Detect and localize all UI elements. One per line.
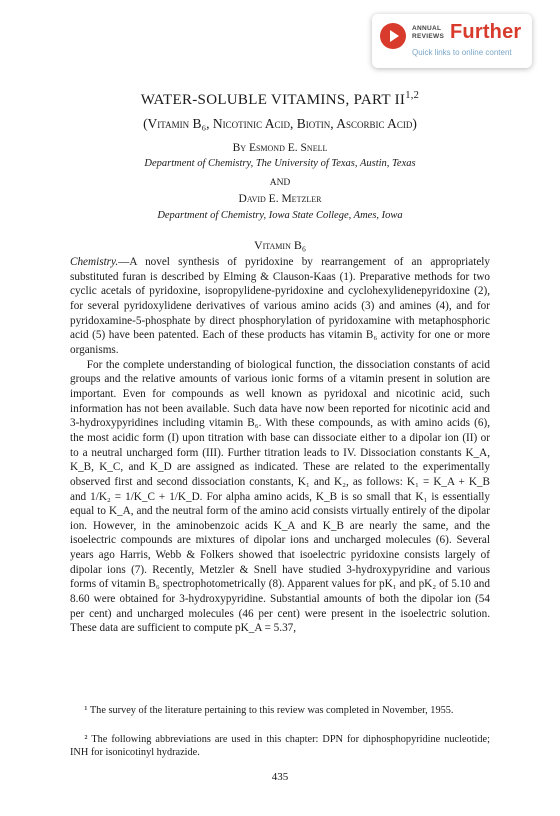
badge-brand-line2: REVIEWS (412, 32, 445, 40)
paragraph-1 (70, 255, 490, 358)
paragraph-1-lead: Chemistry. (70, 256, 119, 268)
section-heading: Vitamin B₆ (253, 238, 307, 252)
footnote-2: ² The following abbreviations are used in this chapter: DPN for diphosphopyridine nucleotide; INH for isonicotinyl hydrazide. (70, 734, 490, 758)
article-title-text: WATER-SOLUBLE VITAMINS, PART II (140, 92, 406, 108)
title-footnote-marks: 1,2 (405, 90, 420, 101)
annual-reviews-logo-icon (380, 23, 406, 49)
badge-brand-line1: ANNUAL (412, 25, 442, 32)
article-subtitle: (Vitamin B₆, Nicotinic Acid, Biotin, Ascorbic Acid) (143, 116, 417, 131)
page-number: 435 (271, 771, 289, 783)
article-body (70, 255, 490, 636)
badge-subtitle: Quick links to online content (412, 48, 512, 57)
author-1: By Esmond E. Snell (232, 142, 328, 154)
badge-further-label[interactable]: Further (450, 21, 522, 43)
further-badge[interactable] (372, 14, 532, 68)
badge-brand (412, 25, 444, 40)
author-2: David E. Metzler (238, 193, 322, 205)
affiliation-2: Department of Chemistry, Iowa State College, Ames, Iowa (157, 210, 403, 221)
footnote-1: ¹ The survey of the literature pertaining to this review was completed in November, 1955. (84, 705, 454, 716)
article-title (0, 90, 560, 109)
paragraph-1-text: —A novel synthesis of pyridoxine by rearrangement of an appropriately substituted furan is described by Elming & Clauson-Kaas (1). Preparative methods for two cyclic acetals of pyridoxine, isopropylidene-pyridoxine and cyclohexylidenepyridoxine (2), for several pyridoxylidene derivatives of various amino acids (3) and amines (4), and for pyridoxamine-5-phosphate by direct phosphorylation of pyridoxamine with metaphosphoric acid (5) have been patented. Each of these products has vitamin B₆ activity for one or more organisms. (70, 256, 490, 356)
and-separator: AND (269, 178, 291, 188)
affiliation-1: Department of Chemistry, The University of Texas, Austin, Texas (144, 158, 416, 169)
paragraph-2: For the complete understanding of biological function, the dissociation constants of acid groups and the relative amounts of various ionic forms of a vitamin present in solution are important. Even for compounds as well known as pyridoxal and nicotinic acid, such information has not been available. Such data have now been reported for nicotinic acid and 3-hydroxypyridines including vitamin B₆. With these compounds, as with amino acids (6), the most acidic form (I) upon titration with base can dissociate either to a dipolar ion (II) or to a neutral uncharged form (III). Further titration leads to IV. Dissociation constants K_A, K_B, K_C, and K_D are assigned as indicated. These are related to the experimentally observed first and second dissociation constants, K₁ and K₂, as follows: K₁ = K_A + K_B and 1/K₂ = 1/K_C + 1/K_D. For alpha amino acids, K_B is so small that K₁ is essentially equal to K_A, and the neutral form of the amino acid consists virtually entirely of the dipolar ion. However, in the aminobenzoic acids K_A and K_B are nearly the same, and the isoelectric compounds are mixtures of dipolar ions and uncharged molecules (6). Several years ago Harris, Webb & Folkers showed that isoelectric pyridoxine consists largely of dipolar ions (7). Recently, Metzler & Snell have studied 3-hydroxypyridine and various forms of vitamin B₆ spectrophotometrically (8). Apparent values for pK₁ and pK₂ of 5.10 and 8.60 were obtained for 3-hydroxypyridine. Substantial amounts of both the dipolar ion (54 per cent) and uncharged molecules (46 per cent) were present in the isoelectric solution. These data are sufficient to compute pK_A = 5.37, (70, 358, 490, 635)
